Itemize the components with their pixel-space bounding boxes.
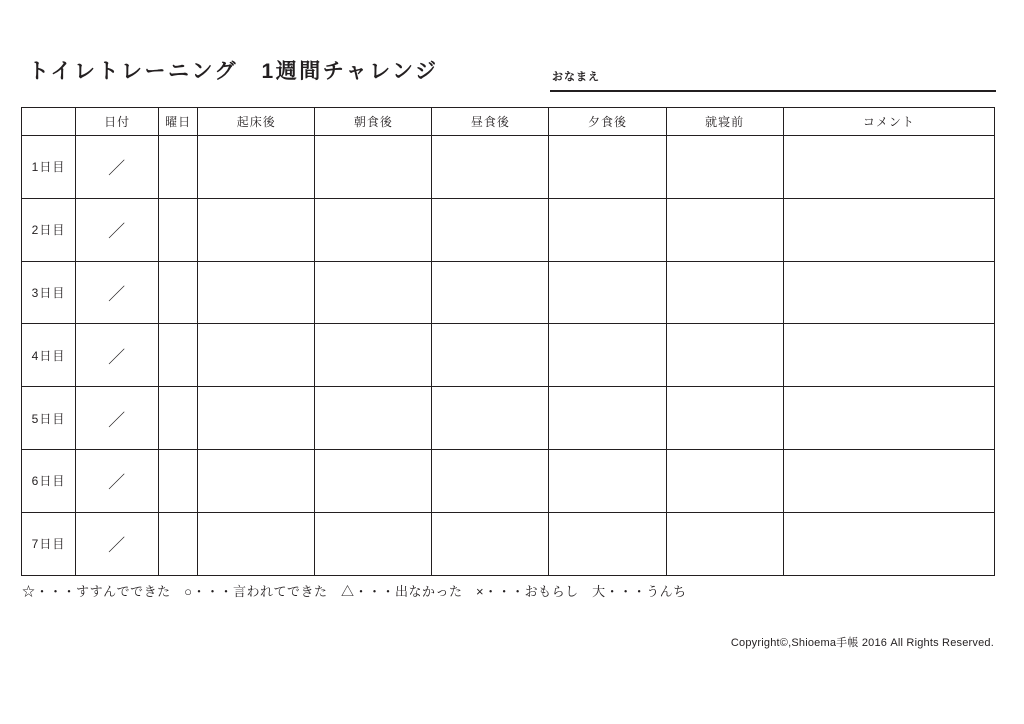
bed-cell-day-4[interactable] bbox=[666, 324, 783, 387]
row-label-day-6: 6日目 bbox=[22, 449, 76, 512]
comment-cell-day-4[interactable] bbox=[783, 324, 994, 387]
weekday-cell-day-7[interactable] bbox=[159, 512, 198, 575]
dinner-cell-day-6[interactable] bbox=[549, 449, 666, 512]
dinner-cell-day-4[interactable] bbox=[549, 324, 666, 387]
comment-cell-day-6[interactable] bbox=[783, 449, 994, 512]
lunch-cell-day-3[interactable] bbox=[432, 261, 549, 324]
name-field-label: おなまえ bbox=[552, 71, 600, 83]
column-header-date: 日付 bbox=[76, 108, 159, 136]
bed-cell-day-7[interactable] bbox=[666, 512, 783, 575]
date-slash: ／ bbox=[108, 222, 127, 242]
dinner-cell-day-3[interactable] bbox=[549, 261, 666, 324]
breakfast-cell-day-3[interactable] bbox=[315, 261, 432, 324]
breakfast-cell-day-7[interactable] bbox=[315, 512, 432, 575]
weekday-cell-day-4[interactable] bbox=[159, 324, 198, 387]
row-label-day-3: 3日目 bbox=[22, 261, 76, 324]
wake-cell-day-5[interactable] bbox=[198, 387, 315, 450]
weekday-cell-day-3[interactable] bbox=[159, 261, 198, 324]
row-label-day-5: 5日目 bbox=[22, 387, 76, 450]
table-row bbox=[22, 261, 995, 324]
row-label-day-1: 1日目 bbox=[22, 136, 76, 199]
dinner-cell-day-5[interactable] bbox=[549, 387, 666, 450]
comment-cell-day-5[interactable] bbox=[783, 387, 994, 450]
table-header-row bbox=[22, 108, 995, 136]
column-header-before-bed: 就寝前 bbox=[666, 108, 783, 136]
date-cell-day-7[interactable] bbox=[76, 512, 159, 575]
dinner-cell-day-7[interactable] bbox=[549, 512, 666, 575]
document-header bbox=[28, 58, 996, 100]
row-label-day-7: 7日目 bbox=[22, 512, 76, 575]
comment-cell-day-3[interactable] bbox=[783, 261, 994, 324]
date-cell-day-4[interactable] bbox=[76, 324, 159, 387]
date-cell-day-5[interactable] bbox=[76, 387, 159, 450]
legend-text: ☆・・・すすんでできた ○・・・言われてできた △・・・出なかった ×・・・おもらし 大・・・うんち bbox=[22, 584, 687, 599]
date-slash: ／ bbox=[108, 473, 127, 493]
comment-cell-day-7[interactable] bbox=[783, 512, 994, 575]
date-cell-day-2[interactable] bbox=[76, 198, 159, 261]
bed-cell-day-2[interactable] bbox=[666, 198, 783, 261]
wake-cell-day-7[interactable] bbox=[198, 512, 315, 575]
breakfast-cell-day-2[interactable] bbox=[315, 198, 432, 261]
lunch-cell-day-2[interactable] bbox=[432, 198, 549, 261]
lunch-cell-day-1[interactable] bbox=[432, 136, 549, 199]
column-header-after-dinner: 夕食後 bbox=[549, 108, 666, 136]
bed-cell-day-5[interactable] bbox=[666, 387, 783, 450]
wake-cell-day-1[interactable] bbox=[198, 136, 315, 199]
page-title: トイレトレーニング 1週間チャレンジ bbox=[28, 60, 439, 83]
table-row bbox=[22, 387, 995, 450]
weekday-cell-day-2[interactable] bbox=[159, 198, 198, 261]
breakfast-cell-day-1[interactable] bbox=[315, 136, 432, 199]
breakfast-cell-day-4[interactable] bbox=[315, 324, 432, 387]
row-label-day-4: 4日目 bbox=[22, 324, 76, 387]
lunch-cell-day-7[interactable] bbox=[432, 512, 549, 575]
date-cell-day-1[interactable] bbox=[76, 136, 159, 199]
table-row bbox=[22, 136, 995, 199]
weekday-cell-day-6[interactable] bbox=[159, 449, 198, 512]
table-row bbox=[22, 198, 995, 261]
date-slash: ／ bbox=[108, 159, 127, 179]
row-label-day-2: 2日目 bbox=[22, 198, 76, 261]
date-slash: ／ bbox=[108, 284, 127, 304]
wake-cell-day-6[interactable] bbox=[198, 449, 315, 512]
dinner-cell-day-1[interactable] bbox=[549, 136, 666, 199]
table-row bbox=[22, 449, 995, 512]
lunch-cell-day-5[interactable] bbox=[432, 387, 549, 450]
column-header-after-lunch: 昼食後 bbox=[432, 108, 549, 136]
column-header-after-waking: 起床後 bbox=[198, 108, 315, 136]
training-table bbox=[21, 107, 995, 576]
bed-cell-day-1[interactable] bbox=[666, 136, 783, 199]
column-header-blank bbox=[22, 108, 76, 136]
date-slash: ／ bbox=[108, 347, 127, 367]
column-header-after-breakfast: 朝食後 bbox=[315, 108, 432, 136]
lunch-cell-day-6[interactable] bbox=[432, 449, 549, 512]
table-row bbox=[22, 324, 995, 387]
comment-cell-day-1[interactable] bbox=[783, 136, 994, 199]
name-write-line[interactable] bbox=[550, 90, 996, 92]
bed-cell-day-3[interactable] bbox=[666, 261, 783, 324]
date-slash: ／ bbox=[108, 410, 127, 430]
date-cell-day-3[interactable] bbox=[76, 261, 159, 324]
date-cell-day-6[interactable] bbox=[76, 449, 159, 512]
copyright-notice: Copyright©,Shioema手帳 2016 All Rights Reserved. bbox=[730, 637, 994, 649]
comment-cell-day-2[interactable] bbox=[783, 198, 994, 261]
dinner-cell-day-2[interactable] bbox=[549, 198, 666, 261]
lunch-cell-day-4[interactable] bbox=[432, 324, 549, 387]
bed-cell-day-6[interactable] bbox=[666, 449, 783, 512]
column-header-weekday: 曜日 bbox=[159, 108, 198, 136]
wake-cell-day-4[interactable] bbox=[198, 324, 315, 387]
weekday-cell-day-5[interactable] bbox=[159, 387, 198, 450]
wake-cell-day-2[interactable] bbox=[198, 198, 315, 261]
column-header-comment: コメント bbox=[783, 108, 994, 136]
table-row bbox=[22, 512, 995, 575]
date-slash: ／ bbox=[108, 536, 127, 556]
breakfast-cell-day-6[interactable] bbox=[315, 449, 432, 512]
breakfast-cell-day-5[interactable] bbox=[315, 387, 432, 450]
weekday-cell-day-1[interactable] bbox=[159, 136, 198, 199]
wake-cell-day-3[interactable] bbox=[198, 261, 315, 324]
